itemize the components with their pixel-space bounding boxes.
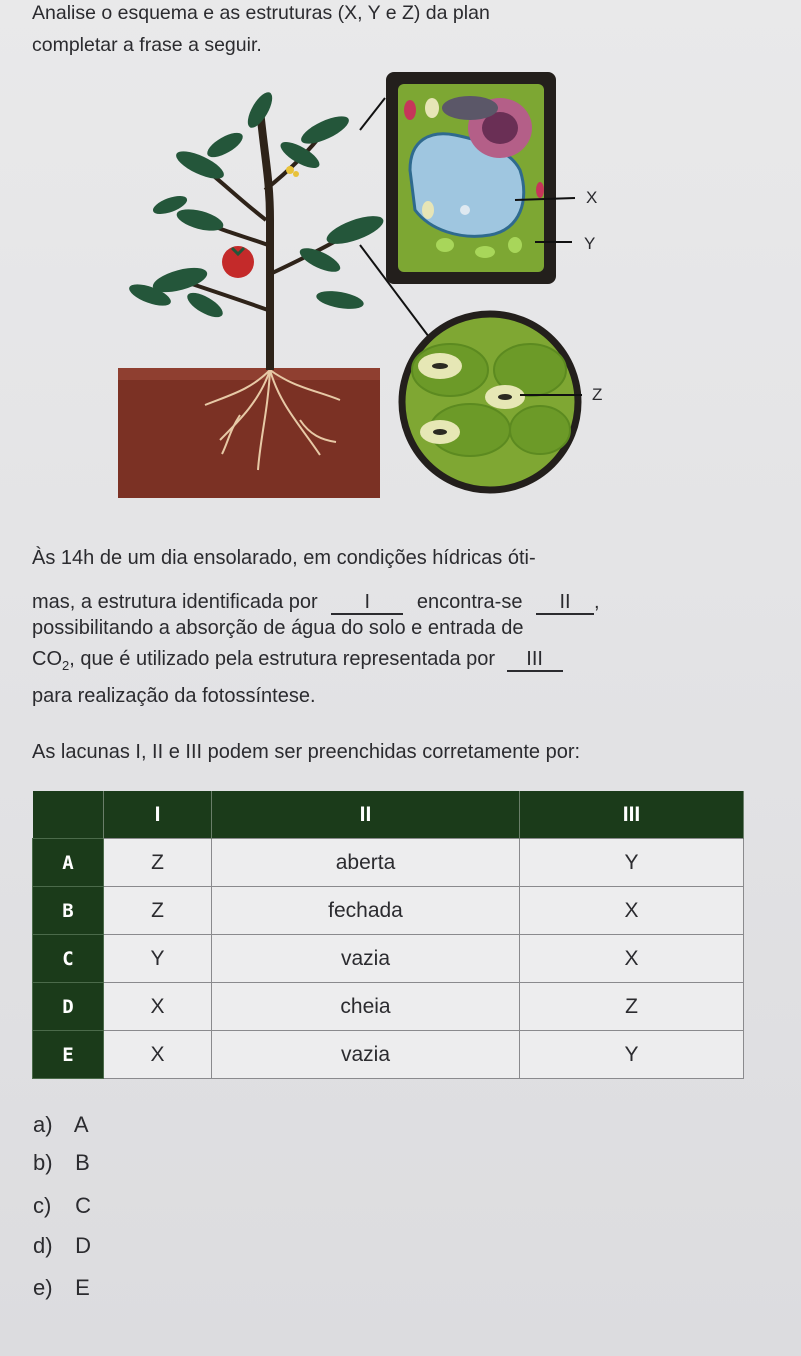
row-letter: C: [33, 935, 104, 983]
statement-line-2-b: encontra-se: [416, 591, 523, 613]
statement-line-1: Às 14h de um dia ensolarado, em condições hídricas óti-: [32, 547, 536, 569]
option-key: e): [33, 1275, 53, 1300]
option-b[interactable]: [33, 1150, 90, 1176]
option-e[interactable]: [33, 1275, 90, 1301]
header-cell-i: I: [104, 791, 212, 839]
option-key: c): [33, 1193, 52, 1218]
option-d[interactable]: [33, 1233, 91, 1259]
label-z: Z: [592, 385, 603, 404]
blank-3: III: [507, 649, 563, 672]
blank-1: I: [331, 592, 403, 615]
stem: [260, 110, 270, 370]
cell-iii: Y: [520, 1031, 744, 1079]
cell-zoom: [386, 72, 556, 284]
table-row: [33, 887, 744, 935]
row-letter: A: [33, 839, 104, 887]
leaves: [127, 89, 387, 322]
statement-line-5: para realização da fotossíntese.: [32, 685, 316, 707]
leaf-surface-zoom: [402, 314, 578, 490]
question-text: As lacunas I, II e III podem ser preenchidas corretamente por:: [32, 741, 581, 763]
table-row: [33, 983, 744, 1031]
row-letter: E: [33, 1031, 104, 1079]
statement-line-2-c: ,: [594, 591, 600, 613]
cell-i: Z: [104, 887, 212, 935]
label-x: X: [586, 188, 598, 207]
statement-line-4-a: , que é utilizado pela estrutura representada por: [69, 648, 496, 670]
row-letter: B: [33, 887, 104, 935]
statement-line-2: [32, 591, 744, 615]
option-value: D: [75, 1233, 92, 1258]
cell-iii: X: [520, 935, 744, 983]
answer-table: [32, 791, 744, 1079]
table-row: [33, 935, 744, 983]
cell-iii: Z: [520, 983, 744, 1031]
statement-line-4: [32, 648, 563, 673]
cell-i: X: [104, 1031, 212, 1079]
option-value: B: [75, 1150, 90, 1175]
cell-iii: Y: [520, 839, 744, 887]
intro-line-1: Analise o esquema e as estruturas (X, Y e Z) da plan: [32, 2, 490, 24]
option-a[interactable]: [33, 1112, 89, 1138]
option-value: C: [75, 1193, 92, 1218]
blank-2: II: [536, 592, 594, 615]
statement-line-2-a: mas, a estrutura identificada por: [32, 591, 318, 613]
soil: [118, 368, 380, 498]
statement-line-3: possibilitando a absorção de água do solo e entrada de: [32, 617, 524, 639]
cell-i: Z: [104, 839, 212, 887]
cell-ii: aberta: [212, 839, 520, 887]
header-cell-ii: II: [212, 791, 520, 839]
plant-cell-diagram: [110, 70, 630, 500]
cell-ii: cheia: [212, 983, 520, 1031]
cell-iii: X: [520, 887, 744, 935]
header-cell-empty: [33, 791, 104, 839]
cell-i: Y: [104, 935, 212, 983]
option-key: b): [33, 1150, 53, 1175]
row-letter: D: [33, 983, 104, 1031]
table-row: [33, 1031, 744, 1079]
cell-ii: vazia: [212, 935, 520, 983]
table-row: [33, 839, 744, 887]
co2-formula: CO: [32, 648, 62, 670]
intro-line-2: completar a frase a seguir.: [32, 34, 262, 56]
table-header-row: [33, 791, 744, 839]
option-c[interactable]: [33, 1193, 91, 1219]
co2-subscript: 2: [62, 658, 70, 673]
option-key: a): [33, 1112, 53, 1137]
option-key: d): [33, 1233, 53, 1258]
label-y: Y: [584, 234, 596, 253]
cell-ii: fechada: [212, 887, 520, 935]
header-cell-iii: III: [520, 791, 744, 839]
tomato: [222, 246, 254, 278]
cell-ii: vazia: [212, 1031, 520, 1079]
cell-i: X: [104, 983, 212, 1031]
option-value: E: [75, 1275, 90, 1300]
option-value: A: [73, 1112, 89, 1137]
